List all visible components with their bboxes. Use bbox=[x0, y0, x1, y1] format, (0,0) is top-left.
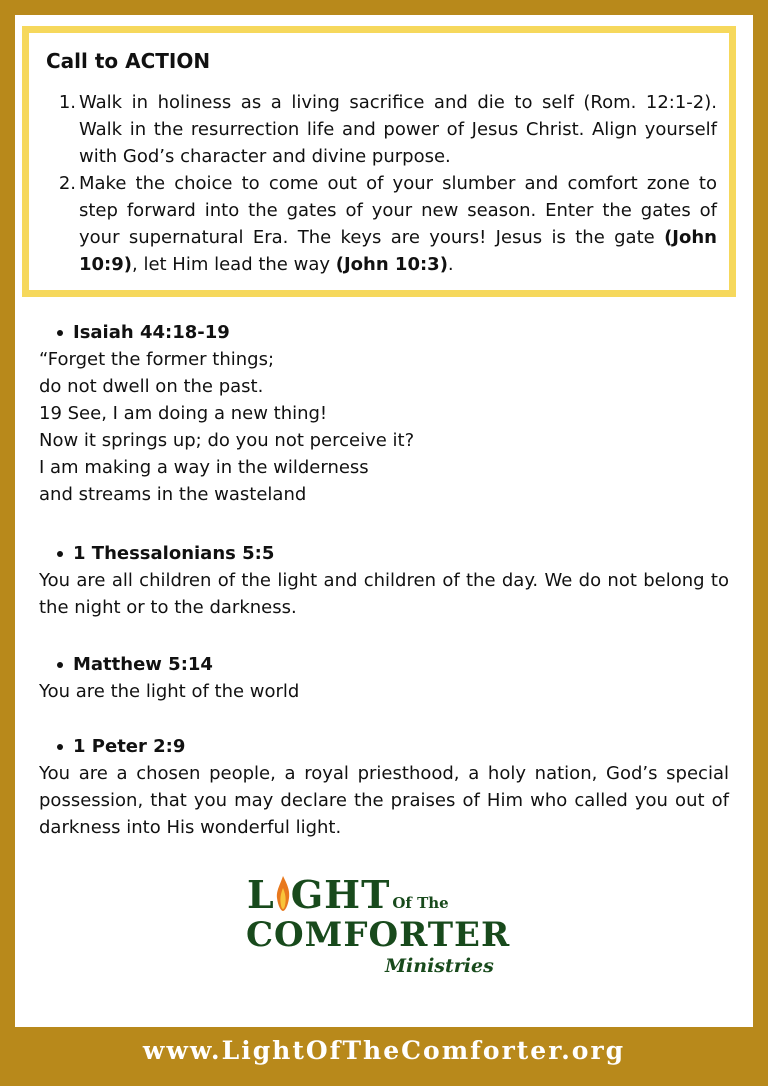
ministry-logo bbox=[247, 873, 527, 983]
verse-line: “Forget the former things; bbox=[39, 349, 275, 370]
call-to-action-box bbox=[22, 26, 736, 297]
call-to-action-list bbox=[46, 89, 717, 278]
verse-text: You are the light of the world bbox=[39, 681, 300, 702]
scripture-reference: (John 10:9) bbox=[79, 227, 717, 275]
action-item-text: , let Him lead the way bbox=[132, 254, 336, 275]
footer-website-url: www.LightOfTheComforter.org bbox=[142, 1036, 626, 1065]
logo-comforter: COMFORTER bbox=[246, 915, 511, 955]
verse-heading: Matthew 5:14 bbox=[39, 651, 729, 678]
logo-ministries: Ministries bbox=[385, 955, 494, 977]
verse-peter bbox=[39, 733, 729, 841]
action-item-2 bbox=[46, 170, 717, 278]
logo-of-the: Of The bbox=[392, 894, 449, 912]
verse-line: do not dwell on the past. bbox=[39, 376, 264, 397]
logo-letter-l: L bbox=[247, 872, 275, 917]
action-item-number: 1. bbox=[58, 92, 76, 113]
verse-heading: 1 Peter 2:9 bbox=[39, 733, 729, 760]
verse-line: 19 See, I am doing a new thing! bbox=[39, 403, 328, 424]
logo-letters-ght: GHT bbox=[290, 872, 391, 917]
action-item-text: Walk in holiness as a living sacrifice and die to self (Rom. 12:1-2). Walk in the resurrection life and power of Jesus Christ. Align yourself with God’s character and divine purpose. bbox=[79, 92, 717, 167]
verse-line: Now it springs up; do you not perceive it? bbox=[39, 430, 415, 451]
verse-text: You are all children of the light and children of the day. We do not belong to the night or to the darkness. bbox=[39, 570, 729, 618]
action-item-text: Make the choice to come out of your slumber and comfort zone to step forward into the gates of your new season. Enter the gates of your supernatural Era. The keys are yours! Jesus is the gate bbox=[79, 173, 717, 248]
action-item-text: . bbox=[447, 254, 454, 275]
verse-heading: Isaiah 44:18-19 bbox=[39, 319, 729, 346]
verse-heading: 1 Thessalonians 5:5 bbox=[39, 540, 729, 567]
action-item-number: 2. bbox=[58, 173, 76, 194]
verse-text: You are a chosen people, a royal priesthood, a holy nation, God’s special possession, that you may declare the praises of Him who called you out of darkness into His wonderful light. bbox=[39, 763, 729, 838]
verse-thessalonians bbox=[39, 540, 729, 621]
verse-isaiah bbox=[39, 319, 729, 508]
call-to-action-title: Call to ACTION bbox=[46, 49, 211, 73]
verse-matthew bbox=[39, 651, 729, 705]
action-item-1 bbox=[46, 89, 717, 170]
flame-icon bbox=[275, 876, 291, 912]
scripture-reference: (John 10:3) bbox=[335, 254, 448, 275]
verse-line: I am making a way in the wilderness bbox=[39, 457, 369, 478]
verse-line: and streams in the wasteland bbox=[39, 484, 307, 505]
document-page bbox=[15, 15, 753, 1027]
